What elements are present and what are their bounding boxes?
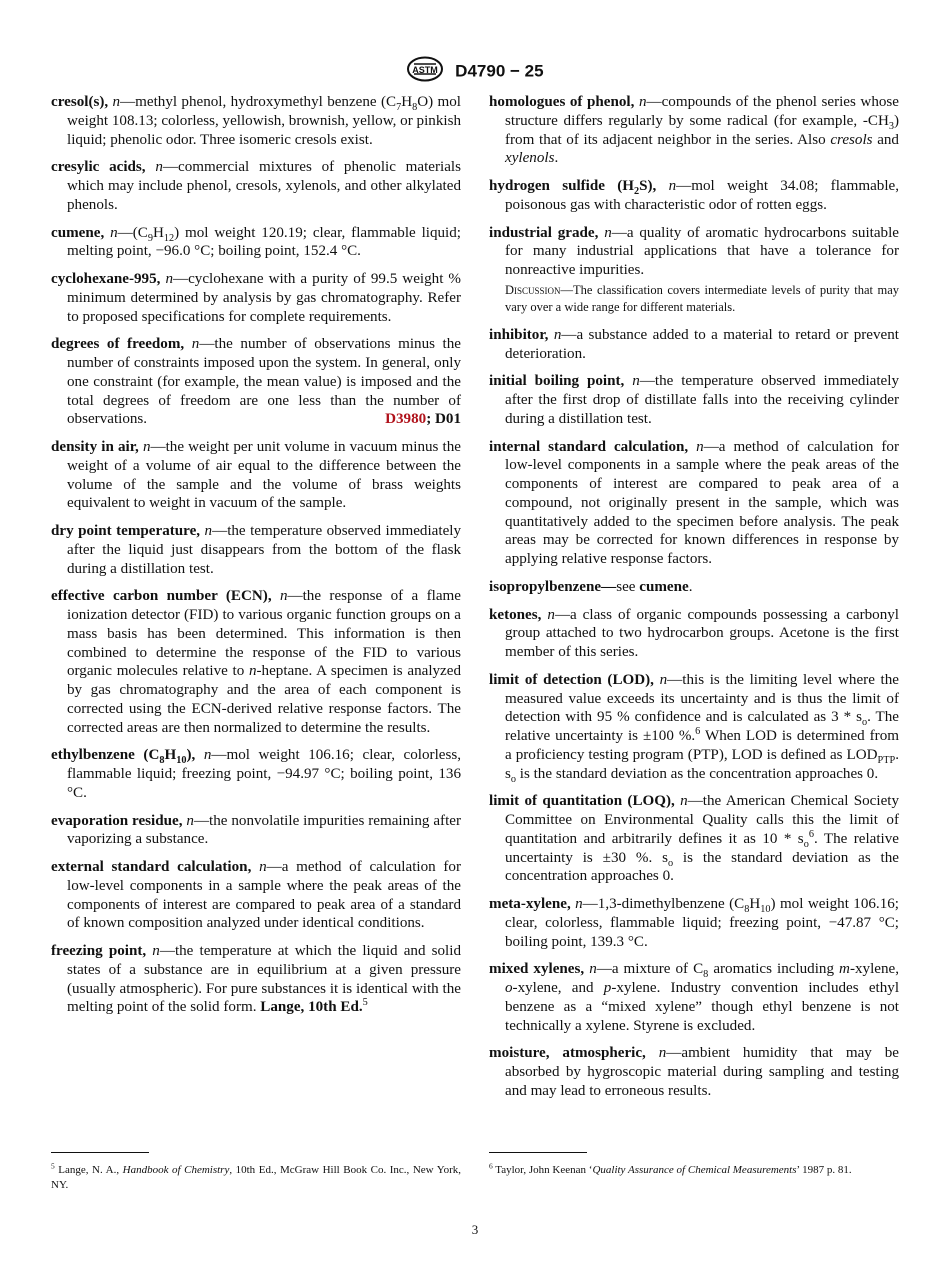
entry-industrial-grade: industrial grade, n—a quality of aromatic hydrocarbons suitable for many industrial applications that have a tolerance for nonreactive impurities. xyxy=(489,224,899,278)
entry-freezing-point: freezing point, n—the temperature at which the liquid and solid states of a substance are in equilibrium at a given pressure (usually atmospheric). For pure substances it is identical with the melting point of the solid form. Lange, 10th Ed.$^5$ xyxy=(51,943,461,1016)
page-header xyxy=(0,56,950,87)
footnote-divider-left xyxy=(51,1152,149,1153)
footnote-5: $^5$ Lange, N. A., Handbook of Chemistry, 10th Ed., McGraw Hill Book Co. Inc., New York, NY. xyxy=(51,1161,462,1191)
footnote-ref-5[interactable]: 5 xyxy=(362,997,368,1009)
page-number: 3 xyxy=(471,1222,479,1237)
link-d3980[interactable]: D3980 xyxy=(385,411,427,428)
entry-external-standard-calculation: external standard calculation, n—a method of calculation for low-level components in a sample where the peak areas of the components of interest are compared to peak area of a standard of known composition analyzed under identical conditions. xyxy=(51,859,461,932)
right-column xyxy=(489,93,899,1110)
entry-limit-of-quantitation: limit of quantitation (LOQ), n—the American Chemical Society Committee on Environmental Quality calls this the limit of quantitation and arbitrarily defines it as $10 * s_o^6$. The relative uncertainty is ±30 %. $s_o$ is the standard deviation as the concentration approaches 0. xyxy=(489,793,900,885)
entry-cresols: cresol(s), n—methyl phenol, hydroxymethyl benzene $(C_7H_8O)$ mol weight 108.13; colorless, yellowish, brownish, yellow, or pinkish liquid; phenolic odor. Three isomeric cresols exist. xyxy=(51,94,461,148)
entry-effective-carbon-number: effective carbon number (ECN), n—the response of a flame ionization detector (FID) to various organic function groups on a mass basis has been determined. This information is then combined to determine the response of the FID to various organic molecules relative to n-heptane. A specimen is analyzed by gas chromatography and the area of each component is corrected using the ECN-derived relative response factors. The corrected areas are then normalized to determine the results. xyxy=(51,588,462,736)
document-number: D4790 − 25 xyxy=(455,61,544,81)
entry-dry-point-temperature: dry point temperature, n—the temperature observed immediately after the liquid just disappears from the bottom of the flask during a distillation test. xyxy=(51,523,462,577)
entry-moisture-atmospheric: moisture, atmospheric, n—ambient humidity that may be absorbed by hygroscopic material during sampling and testing and may lead to erroneous results. xyxy=(489,1045,899,1099)
entry-cyclohexane-995: cyclohexane-995, n—cyclohexane with a purity of 99.5 weight % minimum determined by analysis by gas chromatography. Refer to proposed specifications for complete requirements. xyxy=(51,271,461,325)
entry-initial-boiling-point: initial boiling point, n—the temperature observed immediately after the first drop of distillate falls into the receiving cylinder during a distillation test. xyxy=(489,373,899,427)
left-column xyxy=(51,93,461,1026)
entry-isopropylbenzene: isopropylbenzene—see cumene. xyxy=(489,578,693,595)
entry-internal-standard-calculation: internal standard calculation, n—a method of calculation for low-level components in a sample where the peak areas of the components of interest are compared to peak area of a compound, not originally present in the sample, which was quantitatively added to the specimen before analysis. The peak areas may be corrected for known differences in response by applying relative response factors. xyxy=(489,438,900,567)
entry-evaporation-residue: evaporation residue, n—the nonvolatile impurities remaining after vaporizing a substance. xyxy=(51,812,461,848)
entry-inhibitor: inhibitor, n—a substance added to a material to retard or prevent deterioration. xyxy=(489,326,899,362)
svg-text:ASTM: ASTM xyxy=(412,65,439,75)
entry-hydrogen-sulfide: hydrogen sulfide $(H_2S)$, n—mol weight 34.08; flammable, poisonous gas with characteristic odor of rotten eggs. xyxy=(489,178,899,213)
entry-cresylic-acids: cresylic acids, n—commercial mixtures of phenolic materials which may include phenol, cresols, xylenols, and other alkylated phenols. xyxy=(51,159,461,213)
entry-degrees-of-freedom: degrees of freedom, n—the number of observations minus the number of constraints imposed upon the system. In general, only one constraint (for example, the mean value) is imposed and the total degrees of freedom are one less than the number of observations. D3980; D01 xyxy=(51,336,461,428)
entry-cumene: cumene, $n—(C_9H_{12})$ mol weight 120.19; clear, flammable liquid; melting point, −96.0 °C; boiling point, 152.4 °C. xyxy=(51,224,461,260)
discussion-industrial-grade: Discussion—The classification covers intermediate levels of purity that may vary over a wide range for different materials. xyxy=(505,282,899,315)
entry-density-in-air: density in air, n—the weight per unit volume in vacuum minus the weight of a volume of air equal to the difference between the volume of the sample and the volume of brass weights equivalent to weight in vacuum of the sample. xyxy=(51,439,461,512)
astm-logo-icon xyxy=(406,56,444,87)
entry-homologues-of-phenol: homologues of phenol, n—compounds of the phenol series whose structure differs regularly by some radical (for example, $-CH_3$) from that of its adjacent neighbor in the series. Also cresols and xylenols. xyxy=(489,94,899,167)
footnote-divider-right xyxy=(489,1152,587,1153)
entry-mixed-xylenes: mixed xylenes, n—a mixture of $C_8$ aromatics including m-xylene, o-xylene, and p-xylene. Industry convention includes ethyl benzene as a “mixed xylene” though ethyl benzene is not technically a xylene. Styrene is excluded. xyxy=(489,961,900,1034)
entry-limit-of-detection: limit of detection (LOD), n—this is the limiting level where the measured value exceeds its uncertainty and is thus the limit of detection with 95 % confidence and is calculated as $3 * s_o$. The relative uncertainty is ±100 %.$^6$ When LOD is determined from a proficiency testing program (PTP), LOD is defined as $LOD_{PTP}$. $s_o$ is the standard deviation as the concentration approaches 0. xyxy=(489,671,899,785)
entry-meta-xylene: meta-xylene, n—1,3-dimethylbenzene $(C_8H_{10})$ mol weight 106.16; clear, colorless, flammable liquid; freezing point, −47.87 °C; boiling point, 139.3 °C. xyxy=(489,896,899,950)
entry-ketones: ketones, n—a class of organic compounds possessing a carbonyl group attached to two hydrocarbon groups. Acetone is the first member of this series. xyxy=(489,606,899,660)
footnote-6: $^6$ Taylor, John Keenan ‘Quality Assurance of Chemical Measurements’ 1987 p. 81. xyxy=(489,1161,852,1176)
footnote-ref-6[interactable]: 6 xyxy=(695,725,701,737)
entry-ethylbenzene: ethylbenzene $(C_8H_{10})$, n—mol weight 106.16; clear, colorless, flammable liquid; freezing point, −94.97 °C; boiling point, 136 °C. xyxy=(51,747,461,801)
